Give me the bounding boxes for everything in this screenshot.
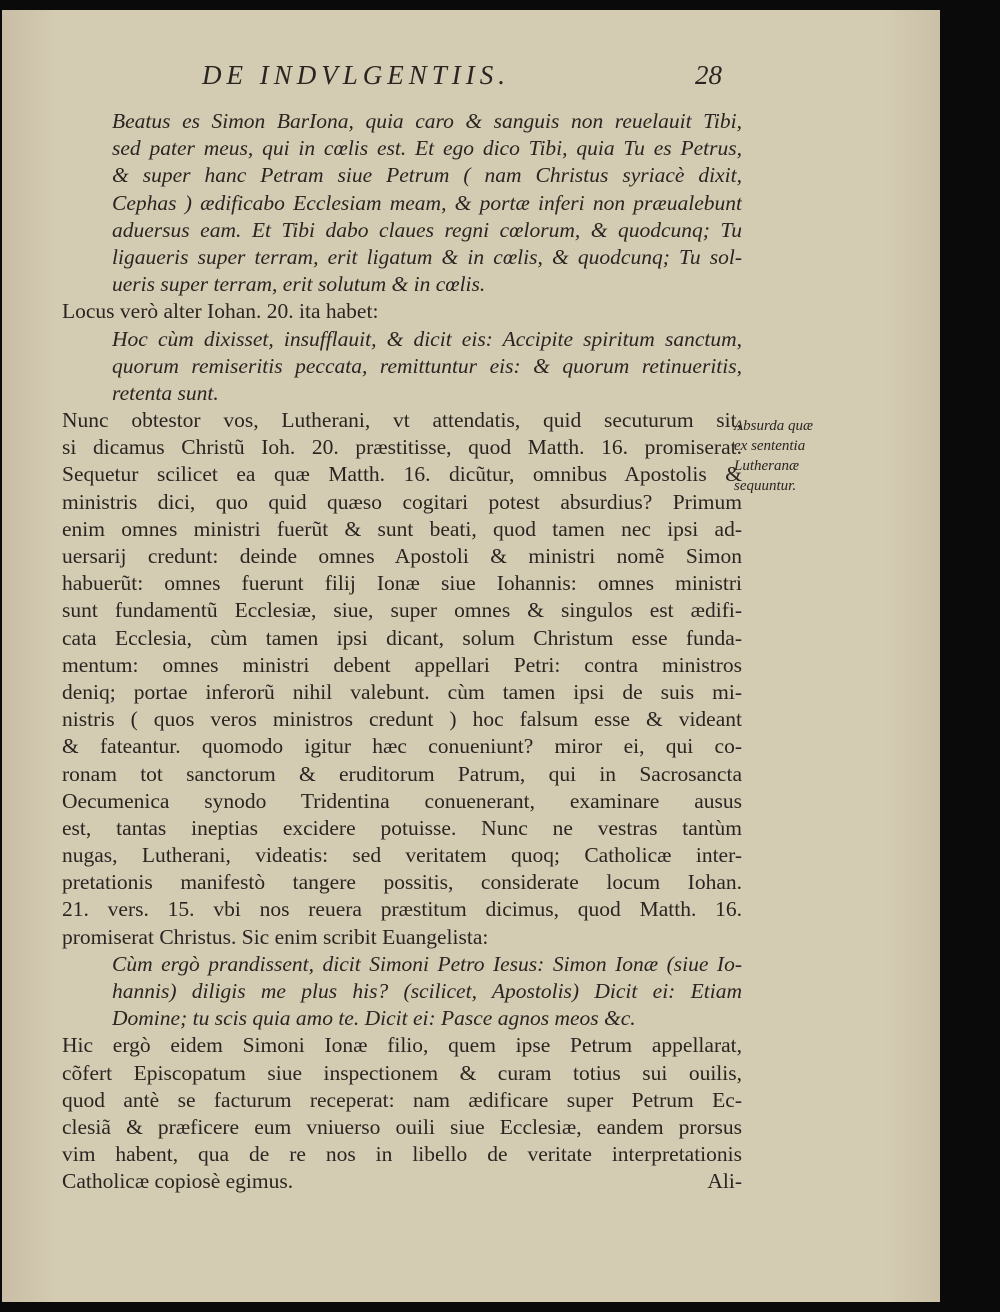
- text-line: ronam tot sanctorum & eruditorum Patrum, qui in Sacrosancta: [62, 761, 742, 786]
- text-line: clesiã & præficere eum vniuerso ouili siue Ecclesiæ, eandem prorsus: [62, 1114, 742, 1139]
- text-line: & fateantur. quomodo igitur hæc conueniunt? miror ei, qui co-: [62, 734, 742, 759]
- margin-line: Lutheranæ: [734, 458, 800, 474]
- text-line: deniq; portae inferorũ nihil valebunt. cùm tamen ipsi de suis mi-: [62, 679, 742, 704]
- book-page: [2, 10, 940, 1302]
- text-line: retenta sunt.: [112, 380, 219, 405]
- running-title: DE INDVLGENTIIS.: [202, 60, 510, 90]
- text-line: Cephas ) ædificabo Ecclesiam meam, & portæ inferi non præualebunt: [112, 190, 742, 215]
- text-line: sed pater meus, qui in cœlis est. Et ego dico Tibi, quia Tu es Petrus,: [112, 136, 742, 161]
- page-number: 28: [695, 60, 722, 90]
- text-line: Oecumenica synodo Tridentina conuenerant, examinare ausus: [62, 788, 742, 813]
- text-line: hannis) diligis me plus his? (scilicet, Apostolis) Dicit ei: Etiam: [112, 979, 742, 1003]
- margin-line: Absurda quæ: [734, 418, 814, 434]
- text-line: ligaueris super terram, erit ligatum & in cœlis, & quodcunq; Tu sol-: [112, 244, 742, 269]
- text-line: aduersus eam. Et Tibi dabo claues regni cœlorum, & quodcunq; Tu: [112, 217, 742, 242]
- paragraph-2: [62, 1032, 742, 1195]
- margin-line: sequuntur.: [734, 478, 797, 494]
- catchword: Ali-: [707, 1169, 742, 1194]
- text-line: habuerũt: omnes fuerunt filij Ionæ siue Iohannis: omnes ministri: [62, 571, 742, 596]
- intro-line: Locus verò alter Iohan. 20. ita habet:: [62, 299, 379, 324]
- text-line: nugas, Lutherani, videatis: sed veritatem quoq; Catholicæ inter-: [62, 843, 742, 868]
- paragraph-1: [62, 407, 742, 951]
- text-line: si dicamus Christũ Ioh. 20. præstitisse, quod Matth. 16. promiserat.: [62, 435, 742, 460]
- text-line: pretationis manifestò tangere possitis, considerate locum Iohan.: [62, 870, 742, 895]
- text-line: cata Ecclesia, cùm tamen ipsi dicant, solum Christum esse funda-: [62, 625, 742, 650]
- margin-line: ex sententia: [734, 438, 806, 454]
- text-line: & super hanc Petram siue Petrum ( nam Christus syriacè dixit,: [112, 163, 742, 188]
- margin-note: [734, 416, 844, 496]
- text-line: Sequetur scilicet ea quæ Matth. 16. dicũtur, omnibus Apostolis &: [62, 462, 742, 487]
- text-line: nistris ( quos veros ministros credunt ) hoc falsum esse & videant: [62, 707, 742, 732]
- text-line: Domine; tu scis quia amo te. Dicit ei: Pasce agnos meos &c.: [112, 1006, 636, 1031]
- text-line: Hic ergò eidem Simoni Ionæ filio, quem ipse Petrum appellarat,: [62, 1033, 742, 1058]
- running-header: [202, 60, 722, 110]
- quote-matthew: [62, 108, 742, 298]
- text-line: Nunc obtestor vos, Lutherani, vt attendatis, quid secuturum sit,: [62, 408, 742, 433]
- text-line: Beatus es Simon BarIona, quia caro & sanguis non reuelauit Tibi,: [112, 109, 742, 133]
- text-line: est, tantas ineptias excidere potuisse. Nunc ne vestras tantùm: [62, 815, 742, 840]
- text-line: vim habent, qua de re nos in libello de veritate interpretationis: [62, 1142, 742, 1167]
- quote-john: [62, 326, 742, 408]
- text-line: quod antè se facturum receperat: nam ædificare super Petrum Ec-: [62, 1087, 742, 1112]
- text-line: Cùm ergò prandissent, dicit Simoni Petro Iesus: Simon Ionæ (siue Io-: [112, 951, 742, 976]
- quote-john-21: [62, 951, 742, 1033]
- text-line: quorum remiseritis peccata, remittuntur eis: & quorum retinueritis,: [112, 353, 742, 378]
- text-line: 21. vers. 15. vbi nos reuera præstitum dicimus, quod Matth. 16.: [62, 897, 742, 922]
- body-text: [62, 108, 742, 1196]
- text-line: mentum: omnes ministri debent appellari Petri: contra ministros: [62, 652, 742, 677]
- text-line: ministris dici, quo quid quæso cogitari potest absurdius? Primum: [62, 489, 742, 514]
- text-line: ueris super terram, erit solutum & in cœlis.: [112, 272, 486, 297]
- text-line: uersarij credunt: deinde omnes Apostoli & ministri nomẽ Simon: [62, 544, 742, 568]
- text-line: enim omnes ministri fuerũt & sunt beati, quod tamen nec ipsi ad-: [62, 516, 742, 541]
- text-line: Catholicæ copiosè egimus.: [62, 1169, 294, 1194]
- text-line: Hoc cùm dixisset, insufflauit, & dicit eis: Accipite spiritum sanctum,: [112, 326, 742, 351]
- text-line: sunt fundamentũ Ecclesiæ, siue, super omnes & singulos est ædifi-: [62, 598, 742, 623]
- text-line: promiserat Christus. Sic enim scribit Euangelista:: [62, 924, 489, 949]
- text-line: cõfert Episcopatum siue inspectionem & curam totius sui ouilis,: [62, 1060, 742, 1085]
